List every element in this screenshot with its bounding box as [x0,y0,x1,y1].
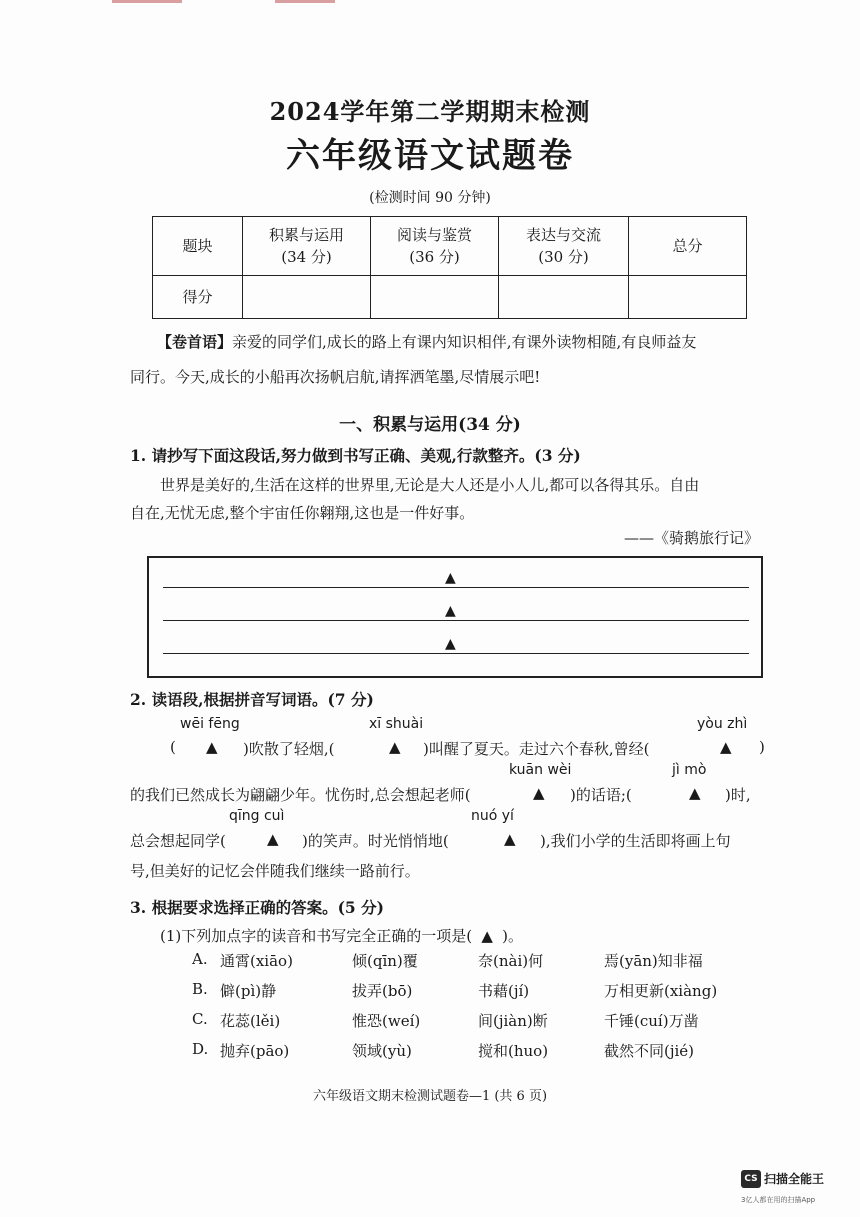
writing-line [163,620,749,621]
answer-marker: ▲ [445,570,456,586]
score-cell [371,276,499,319]
exam-subtitle: 六年级语文试题卷 [286,136,574,176]
logo-tagline: 3亿人都在用的扫描App [741,1196,816,1204]
scanner-logo [741,1168,824,1188]
score-section: 阅读与鉴赏 (36 分) [371,217,499,276]
q1-prompt: 1. 请抄写下面这段话,努力做到书写正确、美观,行款整齐。(3 分) [130,446,581,465]
answer-marker: ▲ [206,738,218,756]
answer-marker: ▲ [389,738,401,756]
pinyin-1: wēi fēng [180,716,240,732]
score-cell [499,276,629,319]
answer-marker: ▲ [533,784,545,802]
writing-line [163,653,749,654]
scan-mark [112,0,182,3]
time-note: (检测时间 90 分钟) [369,190,491,206]
logo-badge: CS [741,1170,761,1188]
answer-marker: ▲ [445,603,456,619]
score-header-label: 题块 [153,217,243,276]
answer-marker: ▲ [267,830,279,848]
scan-mark [275,0,335,3]
writing-line [163,587,749,588]
q3-sub1: (1)下列加点字的读音和书写完全正确的一项是( ▲ )。 [160,927,523,945]
copy-box[interactable] [147,556,763,678]
intro-line-1: 【卷首语】亲爱的同学们,成长的路上有课内知识相伴,有课外读物相随,有良师益友 [157,333,697,351]
answer-marker: ▲ [481,927,493,945]
score-table [152,216,747,319]
pinyin-6: qīng cuì [229,808,285,824]
q2-prompt: 2. 读语段,根据拼音写词语。(7 分) [130,690,374,709]
answer-marker: ▲ [689,784,701,802]
q1-passage-line-2: 自在,无忧无虑,整个宇宙任你翱翔,这也是一件好事。 [130,504,475,522]
answer-marker: ▲ [720,738,732,756]
pinyin-5: jì mò [672,762,707,778]
score-total-label: 总分 [629,217,747,276]
pinyin-2: xī shuài [369,716,424,732]
q1-passage-line-1: 世界是美好的,生活在这样的世界里,无论是大人还是小人儿,都可以各得其乐。自由 [160,476,700,494]
page-footer: 六年级语文期末检测试题卷—1 (共 6 页) [312,1089,548,1104]
q2-line-4: 号,但美好的记忆会伴随我们继续一路前行。 [130,862,420,880]
pinyin-7: nuó yí [471,808,514,824]
q1-source: ——《骑鹅旅行记》 [624,529,760,547]
score-cell [629,276,747,319]
q3-prompt: 3. 根据要求选择正确的答案。(5 分) [130,898,384,917]
logo-name: 扫描全能王 [764,1172,825,1186]
answer-marker: ▲ [504,830,516,848]
pinyin-3: yòu zhì [697,716,748,732]
intro-tag: 【卷首语】 [157,333,233,351]
answer-marker: ▲ [445,636,456,652]
exam-title: 2024学年第二学期期末检测 [269,97,591,126]
section-title: 一、积累与运用(34 分) [339,415,521,435]
score-section: 积累与运用 (34 分) [243,217,371,276]
exam-page: 2024学年第二学期期末检测 六年级语文试题卷 (检测时间 90 分钟) 题块 积累与运用 (34 分) 阅读与鉴赏 (36 分) 表达与交流 (30 分) 总分 得分 【卷首语】亲爱的同学们,成长的路上有课内知识相伴,有课外读物相随,有良师益友 同行。今天,成长的小船再次扬帆启航,请挥洒笔墨,尽情展示吧! 一、积累与运用(34 分) 1. 请抄写下面这段话,努力做到书写正确、美观,行款整齐。(3 分) 世界是美好的,生活在这样的世界里,无论是大人还是小人儿,都可以各得其乐。自由 自在,无忧无虑,整个宇宙任你翱翔,这也是一件好事。 ——《骑鹅旅行记》 ▲ ▲ ▲ 2. 读语段,根据拼音写词语。(7 分) wēi fēng xī shuài yòu zhì ( ▲ )吹散了轻烟,( ▲ )叫醒了夏天。走过六个春秋,曾经( ▲ ) kuān wèi jì mò 的我们已然成长为翩翩少年。忧伤时,总会想起老师( ▲ )的话语;( ▲ )时, qīng cuì nuó yí 总会想起同学( ▲ )的笑声。时光悄悄地( ▲ ),我们小学的生活即将画上句 号,但美好的记忆会伴随我们继续一路前行。 3. 根据要求选择正确的答案。(5 分) (1)下列加点字的读音和书写完全正确的一项是( ▲ )。 A. 通霄(xiāo) 倾(qīn)覆 奈(nài)何 焉(yān)知非福 B. 僻(pì)静 拔弄(bō) 书藉(jí) 万相更新(xiàng) C. 花蕊(lěi) 惟恐(weí) 间(jiàn)断 千锤(cuí)万凿 D. 抛弃(pāo) 领域(yù) 搅和(huo) 截然不同(jié) 六年级语文期末检测试题卷—1 (共 6 页) CS 扫描全能王 3亿人都在用的扫描App [0,0,860,1217]
score-cell [243,276,371,319]
intro-line-2: 同行。今天,成长的小船再次扬帆启航,请挥洒笔墨,尽情展示吧! [130,368,541,386]
pinyin-4: kuān wèi [509,762,572,778]
score-row-label: 得分 [153,276,243,319]
score-section: 表达与交流 (30 分) [499,217,629,276]
